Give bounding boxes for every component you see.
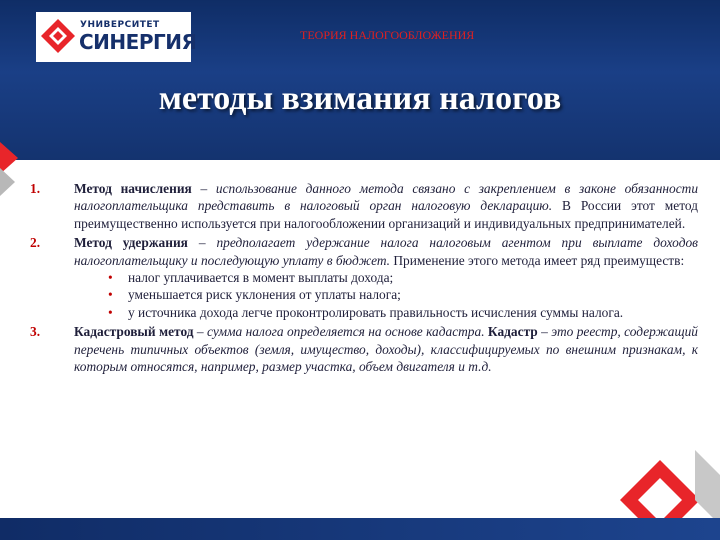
item-term: Метод начисления <box>74 181 192 196</box>
item-number: 2. <box>30 235 41 251</box>
advantage-text: уменьшается риск уклонения от уплаты налога; <box>128 287 401 303</box>
university-logo <box>36 12 197 62</box>
item-italic-text-secondary: – это реестр, содержащий перечень типичных объектов (земля, имущество, доходы), классифицируемых по внешним признакам, к которым относятся, например, размер участка, объем двигателя и т.д. <box>74 324 698 375</box>
item-italic-text: использование данного метода связано с закреплением в законе обязанности налогоплательщика представить в налоговый орган налоговую декларацию. <box>74 181 699 214</box>
bullet-icon: • <box>108 287 113 303</box>
advantage-text: у источника дохода легче проконтролировать правильность исчисления суммы налога. <box>128 304 624 320</box>
item-plain-text: В России этот метод преимущественно используется при налогообложении организаций и индивидуальных предпринимателей. <box>74 198 698 231</box>
item-dash: – <box>193 324 207 340</box>
item-dash: – <box>187 235 217 251</box>
item-plain-text: Применение этого метода имеет ряд преимуществ: <box>390 252 685 268</box>
list-item <box>30 234 698 321</box>
advantage-item <box>104 269 698 286</box>
advantage-item <box>104 304 698 321</box>
methods-list <box>30 180 698 375</box>
bullet-icon: • <box>108 270 113 286</box>
advantage-text: налог уплачивается в момент выплаты дохода; <box>128 270 394 286</box>
item-italic-text: сумма налога определяется на основе кадастра. <box>207 324 485 340</box>
item-number: 1. <box>30 181 41 196</box>
item-italic-text: предполагает удержание налога налоговым агентом при выплате доходов налогоплательщику и последующую уплату в бюджет. <box>74 235 698 268</box>
advantages-list <box>74 269 698 321</box>
item-dash: – <box>191 181 216 196</box>
bullet-icon: • <box>108 304 113 320</box>
page-title: методы взимания налогов <box>158 80 562 117</box>
synergy-logo-icon <box>40 18 76 54</box>
item-term: Кадастровый метод <box>74 324 194 340</box>
item-term-secondary: Кадастр <box>484 324 538 340</box>
item-term: Метод удержания <box>74 235 188 251</box>
header-band <box>0 0 720 160</box>
logo-top-text: УНИВЕРСИТЕТ <box>80 20 160 30</box>
left-grey-triangle <box>0 168 15 196</box>
list-item <box>30 323 698 375</box>
advantage-item <box>104 286 698 303</box>
item-number: 3. <box>30 324 41 340</box>
list-item <box>30 180 698 232</box>
logo-main-text: СИНЕРГИЯ <box>79 30 197 54</box>
topic-label: ТЕОРИЯ НАЛОГООБЛОЖЕНИЯ <box>300 28 475 42</box>
bottom-band <box>0 518 720 540</box>
